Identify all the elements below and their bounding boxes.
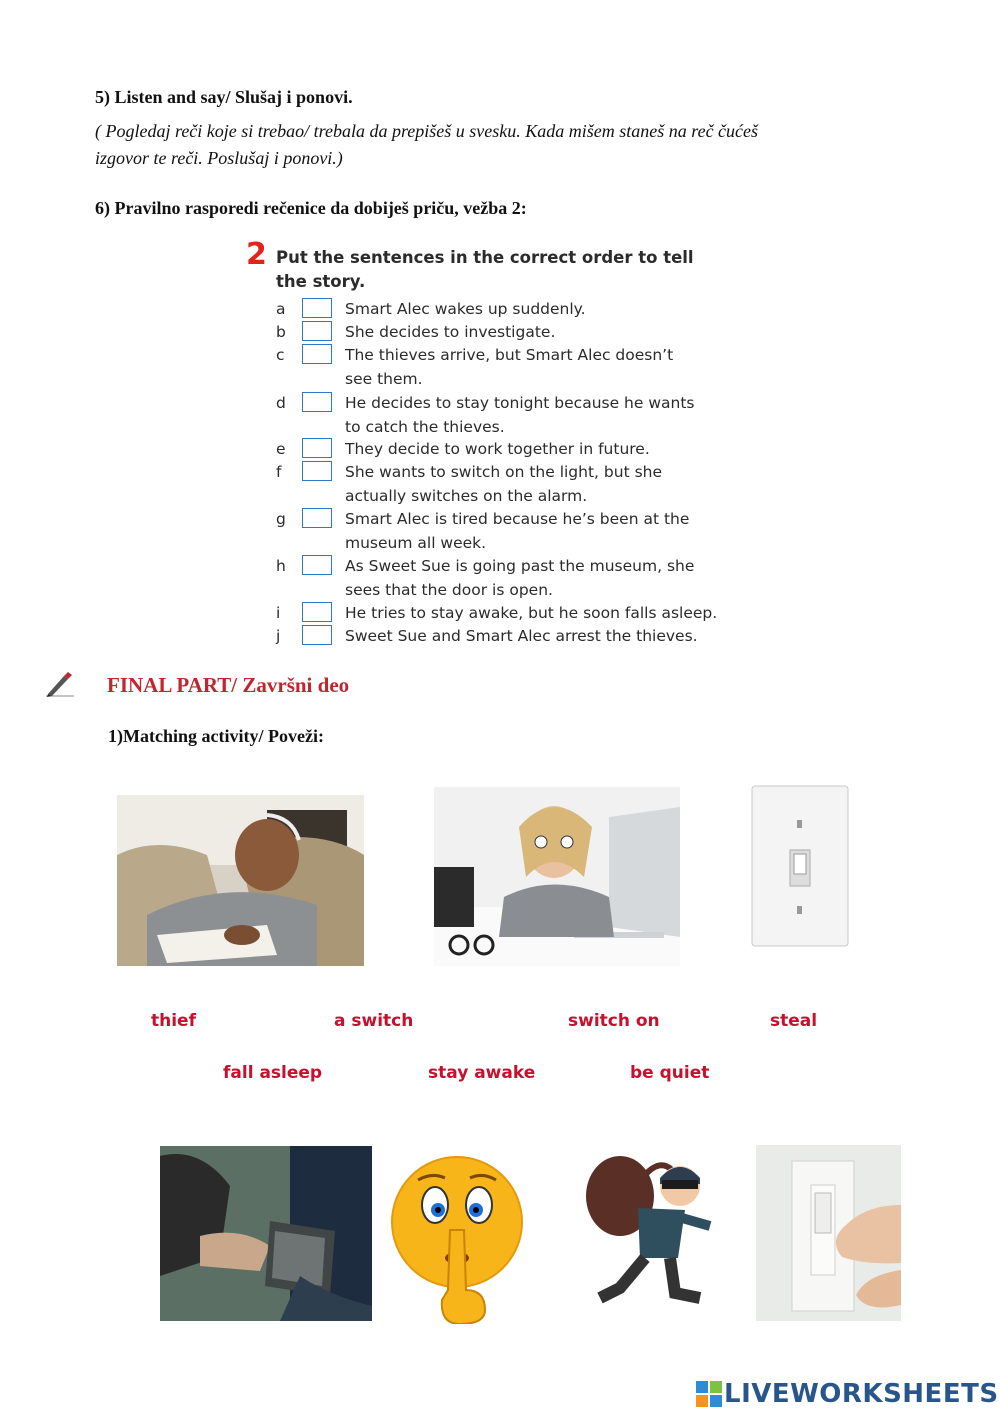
final-part-title: FINAL PART/ Završni deo (107, 673, 350, 697)
row-line2: actually switches on the alarm. (345, 486, 588, 505)
word-be-quiet[interactable]: be quiet (630, 1063, 710, 1083)
answer-box-i[interactable] (302, 602, 332, 622)
answer-box-f[interactable] (302, 461, 332, 481)
woman-staring-image[interactable] (434, 787, 680, 966)
exercise-title-line1: Put the sentences in the correct order to tell (276, 248, 694, 267)
answer-box-g[interactable] (302, 508, 332, 528)
row-letter: b (276, 323, 286, 341)
row-text (345, 298, 755, 322)
thief-cartoon-image[interactable] (560, 1148, 718, 1312)
word-fall-asleep[interactable]: fall asleep (223, 1063, 323, 1083)
pen-icon (44, 670, 74, 698)
row-letter: e (276, 440, 286, 458)
row-letter: i (276, 604, 281, 622)
row-line2: museum all week. (345, 533, 487, 552)
row-text (345, 438, 755, 462)
row-line1: Sweet Sue and Smart Alec arrest the thieves. (345, 627, 698, 645)
row-text (345, 508, 755, 555)
section6-heading: 6) Pravilno rasporedi rečenice da dobiješ priču, vežba 2: (95, 198, 527, 218)
row-text (345, 602, 755, 626)
sleeping-man-image[interactable] (117, 795, 364, 966)
row-letter: a (276, 300, 286, 318)
section5-heading: 5) Listen and say/ Slušaj i ponovi. (95, 87, 353, 107)
exercise-number: 2 (246, 237, 267, 272)
logo-grid-icon (696, 1381, 722, 1407)
row-line1: They decide to work together in future. (345, 440, 650, 458)
light-switch-image[interactable] (748, 784, 852, 949)
answer-box-e[interactable] (302, 438, 332, 458)
row-line1: She wants to switch on the light, but she (345, 463, 663, 481)
matching-heading: 1)Matching activity/ Poveži: (108, 726, 324, 746)
row-text (345, 555, 755, 602)
answer-box-h[interactable] (302, 555, 332, 575)
row-line1: He tries to stay awake, but he soon falls asleep. (345, 604, 718, 622)
liveworksheets-logo (696, 1378, 999, 1410)
exercise-title-line2: the story. (276, 272, 366, 291)
row-line2: to catch the thieves. (345, 417, 505, 436)
answer-box-b[interactable] (302, 321, 332, 341)
word-stay-awake[interactable]: stay awake (428, 1063, 536, 1083)
row-text (345, 344, 755, 391)
word-thief[interactable]: thief (151, 1011, 196, 1031)
stealing-wallet-image[interactable] (160, 1146, 372, 1321)
answer-box-d[interactable] (302, 392, 332, 412)
row-text (345, 461, 755, 508)
row-line2: see them. (345, 369, 423, 388)
row-text (345, 321, 755, 345)
hand-switch-image[interactable] (756, 1145, 901, 1321)
row-letter: h (276, 557, 286, 575)
row-letter: g (276, 510, 286, 528)
row-line1: As Sweet Sue is going past the museum, she (345, 557, 695, 575)
row-letter: j (276, 627, 281, 645)
answer-box-j[interactable] (302, 625, 332, 645)
row-line1: Smart Alec is tired because he’s been at the (345, 510, 690, 528)
ordering-exercise (246, 237, 766, 655)
row-line1: She decides to investigate. (345, 323, 556, 341)
quiet-emoji-image[interactable] (390, 1150, 524, 1324)
answer-box-c[interactable] (302, 344, 332, 364)
logo-text: LIVEWORKSHEETS (724, 1379, 999, 1409)
word-switch-on[interactable]: switch on (568, 1011, 660, 1031)
row-line2: sees that the door is open. (345, 580, 553, 599)
section5-instruction-line2: izgovor te reči. Poslušaj i ponovi.) (95, 148, 343, 168)
row-letter: d (276, 394, 286, 412)
row-text (345, 625, 755, 649)
answer-box-a[interactable] (302, 298, 332, 318)
word-steal[interactable]: steal (770, 1011, 818, 1031)
row-text (345, 392, 755, 439)
exercise-title (276, 246, 736, 294)
row-line1: Smart Alec wakes up suddenly. (345, 300, 586, 318)
row-line1: He decides to stay tonight because he wants (345, 394, 695, 412)
row-letter: c (276, 346, 285, 364)
row-line1: The thieves arrive, but Smart Alec doesn’t (345, 346, 674, 364)
section5-instruction (95, 118, 895, 172)
section5-instruction-line1: ( Pogledaj reči koje si trebao/ trebala da prepišeš u svesku. Kada mišem staneš na reč čućeš (95, 121, 759, 141)
word-a-switch[interactable]: a switch (334, 1011, 414, 1031)
row-letter: f (276, 463, 282, 481)
